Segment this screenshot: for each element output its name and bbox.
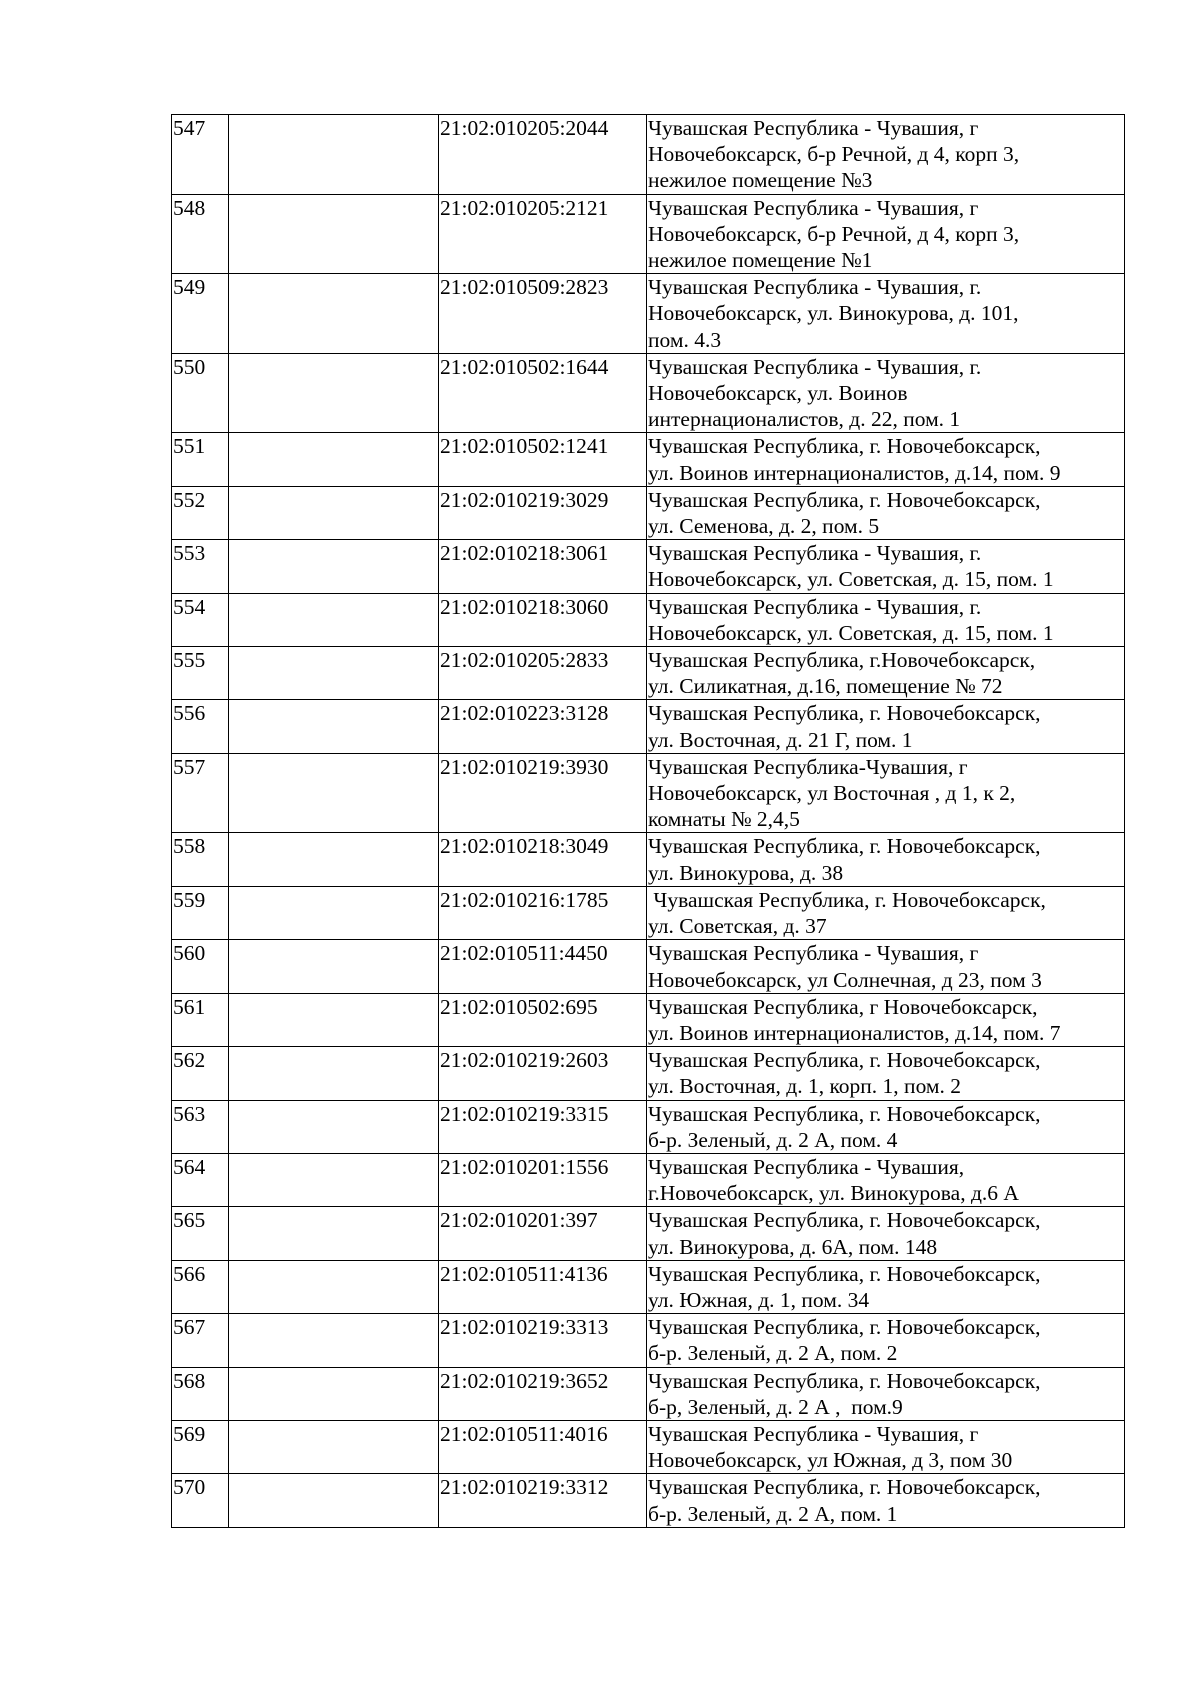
object-name-cell (229, 700, 439, 753)
row-number-cell: 562 (172, 1047, 229, 1100)
address-line: ул. Семенова, д. 2, пом. 5 (648, 514, 880, 539)
cadastral-number-cell: 21:02:010502:695 (439, 993, 647, 1046)
address-line: Новочебоксарск, ул Солнечная, д 23, пом 3 (648, 967, 1042, 992)
row-number-cell: 550 (172, 353, 229, 433)
object-name-cell (229, 194, 439, 274)
address-cell (647, 993, 1125, 1046)
address-cell (647, 1100, 1125, 1153)
address-cell (647, 1260, 1125, 1313)
address-cell (647, 700, 1125, 753)
cadastral-number-cell: 21:02:010502:1241 (439, 433, 647, 486)
row-number-cell: 556 (172, 700, 229, 753)
address-cell (647, 353, 1125, 433)
address-line: Чувашская Республика, г. Новочебоксарск, (648, 834, 1041, 859)
address-cell (647, 753, 1125, 833)
object-name-cell (229, 1474, 439, 1527)
address-line: Чувашская Республика - Чувашия, г (648, 941, 979, 966)
object-name-cell (229, 647, 439, 700)
registry-table (171, 114, 1125, 1528)
object-name-cell (229, 833, 439, 886)
address-line: Чувашская Республика, г. Новочебоксарск, (648, 1101, 1041, 1126)
row-number-cell: 549 (172, 274, 229, 354)
cadastral-number-cell: 21:02:010511:4450 (439, 940, 647, 993)
table-row (172, 993, 1125, 1046)
row-number-cell: 554 (172, 593, 229, 646)
object-name-cell (229, 886, 439, 939)
address-cell (647, 540, 1125, 593)
address-line: Чувашская Республика, г. Новочебоксарск, (648, 487, 1041, 512)
table-row (172, 1100, 1125, 1153)
address-line: Чувашская Республика-Чувашия, г (648, 754, 968, 779)
cadastral-number-cell: 21:02:010218:3061 (439, 540, 647, 593)
address-line: ул. Винокурова, д. 6А, пом. 148 (648, 1234, 938, 1259)
table-row (172, 647, 1125, 700)
row-number-cell: 560 (172, 940, 229, 993)
object-name-cell (229, 1100, 439, 1153)
table-row (172, 886, 1125, 939)
address-line: Чувашская Республика, г.Новочебоксарск, (648, 648, 1036, 673)
address-cell (647, 886, 1125, 939)
address-line: комнаты № 2,4,5 (648, 807, 800, 832)
address-line: Чувашская Республика, г. Новочебоксарск, (648, 1048, 1041, 1073)
address-cell (647, 115, 1125, 195)
registry-table-body (172, 115, 1125, 1528)
address-line: Чувашская Республика, г. Новочебоксарск, (648, 701, 1041, 726)
address-cell (647, 1474, 1125, 1527)
object-name-cell (229, 1367, 439, 1420)
table-row (172, 194, 1125, 274)
address-line: Чувашская Республика, г. Новочебоксарск, (648, 1261, 1041, 1286)
cadastral-number-cell: 21:02:010219:3315 (439, 1100, 647, 1153)
object-name-cell (229, 1260, 439, 1313)
table-row (172, 486, 1125, 539)
row-number-cell: 561 (172, 993, 229, 1046)
address-line: ул. Южная, д. 1, пом. 34 (648, 1287, 870, 1312)
table-row (172, 1420, 1125, 1473)
address-line: Чувашская Республика, г. Новочебоксарск, (648, 1208, 1041, 1233)
address-cell (647, 1207, 1125, 1260)
object-name-cell (229, 433, 439, 486)
object-name-cell (229, 1047, 439, 1100)
object-name-cell (229, 486, 439, 539)
cadastral-number-cell: 21:02:010219:3652 (439, 1367, 647, 1420)
object-name-cell (229, 753, 439, 833)
address-line: Чувашская Республика - Чувашия, г. (648, 275, 982, 300)
address-line: Новочебоксарск, ул. Советская, д. 15, пом. 1 (648, 567, 1054, 592)
object-name-cell (229, 1314, 439, 1367)
address-line: ул. Советская, д. 37 (648, 914, 827, 939)
object-name-cell (229, 993, 439, 1046)
table-row (172, 115, 1125, 195)
address-line: Чувашская Республика - Чувашия, г. (648, 354, 982, 379)
object-name-cell (229, 274, 439, 354)
cadastral-number-cell: 21:02:010218:3060 (439, 593, 647, 646)
address-line: Чувашская Республика, г. Новочебоксарск, (648, 1368, 1041, 1393)
address-line: Чувашская Республика - Чувашия, (648, 1154, 965, 1179)
address-line: Чувашская Республика, г Новочебоксарск, (648, 994, 1038, 1019)
table-row (172, 274, 1125, 354)
address-line: б-р. Зеленый, д. 2 А, пом. 2 (648, 1341, 898, 1366)
table-row (172, 940, 1125, 993)
table-row (172, 353, 1125, 433)
row-number-cell: 567 (172, 1314, 229, 1367)
address-cell (647, 593, 1125, 646)
address-line: Чувашская Республика - Чувашия, г (648, 1421, 979, 1446)
row-number-cell: 548 (172, 194, 229, 274)
cadastral-number-cell: 21:02:010216:1785 (439, 886, 647, 939)
row-number-cell: 547 (172, 115, 229, 195)
row-number-cell: 564 (172, 1153, 229, 1206)
cadastral-number-cell: 21:02:010509:2823 (439, 274, 647, 354)
object-name-cell (229, 1153, 439, 1206)
address-line: Новочебоксарск, ул. Винокурова, д. 101, (648, 301, 1019, 326)
address-line: интернационалистов, д. 22, пом. 1 (648, 407, 961, 432)
cadastral-number-cell: 21:02:010511:4136 (439, 1260, 647, 1313)
address-cell (647, 1420, 1125, 1473)
address-line: Новочебоксарск, ул Южная, д 3, пом 30 (648, 1448, 1013, 1473)
address-cell (647, 1047, 1125, 1100)
object-name-cell (229, 940, 439, 993)
address-cell (647, 274, 1125, 354)
address-line: Новочебоксарск, ул Восточная , д 1, к 2, (648, 781, 1016, 806)
row-number-cell: 566 (172, 1260, 229, 1313)
address-line: Чувашская Республика, г. Новочебоксарск, (648, 1475, 1041, 1500)
address-line: Новочебоксарск, б-р Речной, д 4, корп 3, (648, 142, 1020, 167)
address-cell (647, 1314, 1125, 1367)
address-line: Чувашская Республика - Чувашия, г. (648, 594, 982, 619)
table-row (172, 1260, 1125, 1313)
cadastral-number-cell: 21:02:010219:3312 (439, 1474, 647, 1527)
object-name-cell (229, 593, 439, 646)
address-cell (647, 1153, 1125, 1206)
address-line: Новочебоксарск, ул. Советская, д. 15, пом. 1 (648, 620, 1054, 645)
address-line: б-р, Зеленый, д. 2 А , пом.9 (648, 1394, 903, 1419)
address-line: ул. Воинов интернационалистов, д.14, пом. 9 (648, 460, 1061, 485)
cadastral-number-cell: 21:02:010219:3313 (439, 1314, 647, 1367)
cadastral-number-cell: 21:02:010205:2044 (439, 115, 647, 195)
table-row (172, 753, 1125, 833)
object-name-cell (229, 540, 439, 593)
address-line: г.Новочебоксарск, ул. Винокурова, д.6 А (648, 1181, 1019, 1206)
address-cell (647, 1367, 1125, 1420)
address-line: Чувашская Республика, г. Новочебоксарск, (648, 887, 1046, 912)
table-row (172, 1047, 1125, 1100)
address-cell (647, 647, 1125, 700)
table-row (172, 833, 1125, 886)
cadastral-number-cell: 21:02:010219:3930 (439, 753, 647, 833)
row-number-cell: 565 (172, 1207, 229, 1260)
object-name-cell (229, 353, 439, 433)
row-number-cell: 557 (172, 753, 229, 833)
cadastral-number-cell: 21:02:010223:3128 (439, 700, 647, 753)
address-line: пом. 4.3 (648, 327, 722, 352)
address-cell (647, 433, 1125, 486)
cadastral-number-cell: 21:02:010511:4016 (439, 1420, 647, 1473)
table-row (172, 1367, 1125, 1420)
address-line: ул. Силикатная, д.16, помещение № 72 (648, 674, 1003, 699)
table-row (172, 1314, 1125, 1367)
object-name-cell (229, 1420, 439, 1473)
address-line: ул. Восточная, д. 21 Г, пом. 1 (648, 727, 913, 752)
table-row (172, 593, 1125, 646)
address-line: Чувашская Республика - Чувашия, г. (648, 541, 982, 566)
row-number-cell: 558 (172, 833, 229, 886)
cadastral-number-cell: 21:02:010205:2121 (439, 194, 647, 274)
object-name-cell (229, 1207, 439, 1260)
row-number-cell: 563 (172, 1100, 229, 1153)
row-number-cell: 570 (172, 1474, 229, 1527)
table-row (172, 433, 1125, 486)
address-line: Новочебоксарск, ул. Воинов (648, 381, 908, 406)
row-number-cell: 569 (172, 1420, 229, 1473)
row-number-cell: 568 (172, 1367, 229, 1420)
cadastral-number-cell: 21:02:010218:3049 (439, 833, 647, 886)
table-row (172, 1153, 1125, 1206)
address-line: Чувашская Республика - Чувашия, г (648, 116, 979, 140)
cadastral-number-cell: 21:02:010201:397 (439, 1207, 647, 1260)
cadastral-number-cell: 21:02:010201:1556 (439, 1153, 647, 1206)
address-line: Чувашская Республика - Чувашия, г (648, 195, 979, 220)
address-line: нежилое помещение №1 (648, 248, 873, 273)
table-row (172, 700, 1125, 753)
row-number-cell: 552 (172, 486, 229, 539)
address-line: Чувашская Республика, г. Новочебоксарск, (648, 1315, 1041, 1340)
address-line: б-р. Зеленый, д. 2 А, пом. 1 (648, 1501, 898, 1526)
address-line: нежилое помещение №3 (648, 168, 873, 193)
address-cell (647, 940, 1125, 993)
cadastral-number-cell: 21:02:010205:2833 (439, 647, 647, 700)
address-line: Чувашская Республика, г. Новочебоксарск, (648, 434, 1041, 459)
address-cell (647, 194, 1125, 274)
address-line: ул. Винокурова, д. 38 (648, 860, 844, 885)
address-line: ул. Восточная, д. 1, корп. 1, пом. 2 (648, 1074, 962, 1099)
cadastral-number-cell: 21:02:010219:3029 (439, 486, 647, 539)
address-line: б-р. Зеленый, д. 2 А, пом. 4 (648, 1127, 898, 1152)
address-line: Новочебоксарск, б-р Речной, д 4, корп 3, (648, 221, 1020, 246)
table-row (172, 540, 1125, 593)
cadastral-number-cell: 21:02:010502:1644 (439, 353, 647, 433)
object-name-cell (229, 115, 439, 195)
cadastral-number-cell: 21:02:010219:2603 (439, 1047, 647, 1100)
address-cell (647, 486, 1125, 539)
address-line: ул. Воинов интернационалистов, д.14, пом. 7 (648, 1020, 1061, 1045)
row-number-cell: 553 (172, 540, 229, 593)
address-cell (647, 833, 1125, 886)
row-number-cell: 559 (172, 886, 229, 939)
row-number-cell: 555 (172, 647, 229, 700)
table-row (172, 1474, 1125, 1527)
row-number-cell: 551 (172, 433, 229, 486)
table-row (172, 1207, 1125, 1260)
